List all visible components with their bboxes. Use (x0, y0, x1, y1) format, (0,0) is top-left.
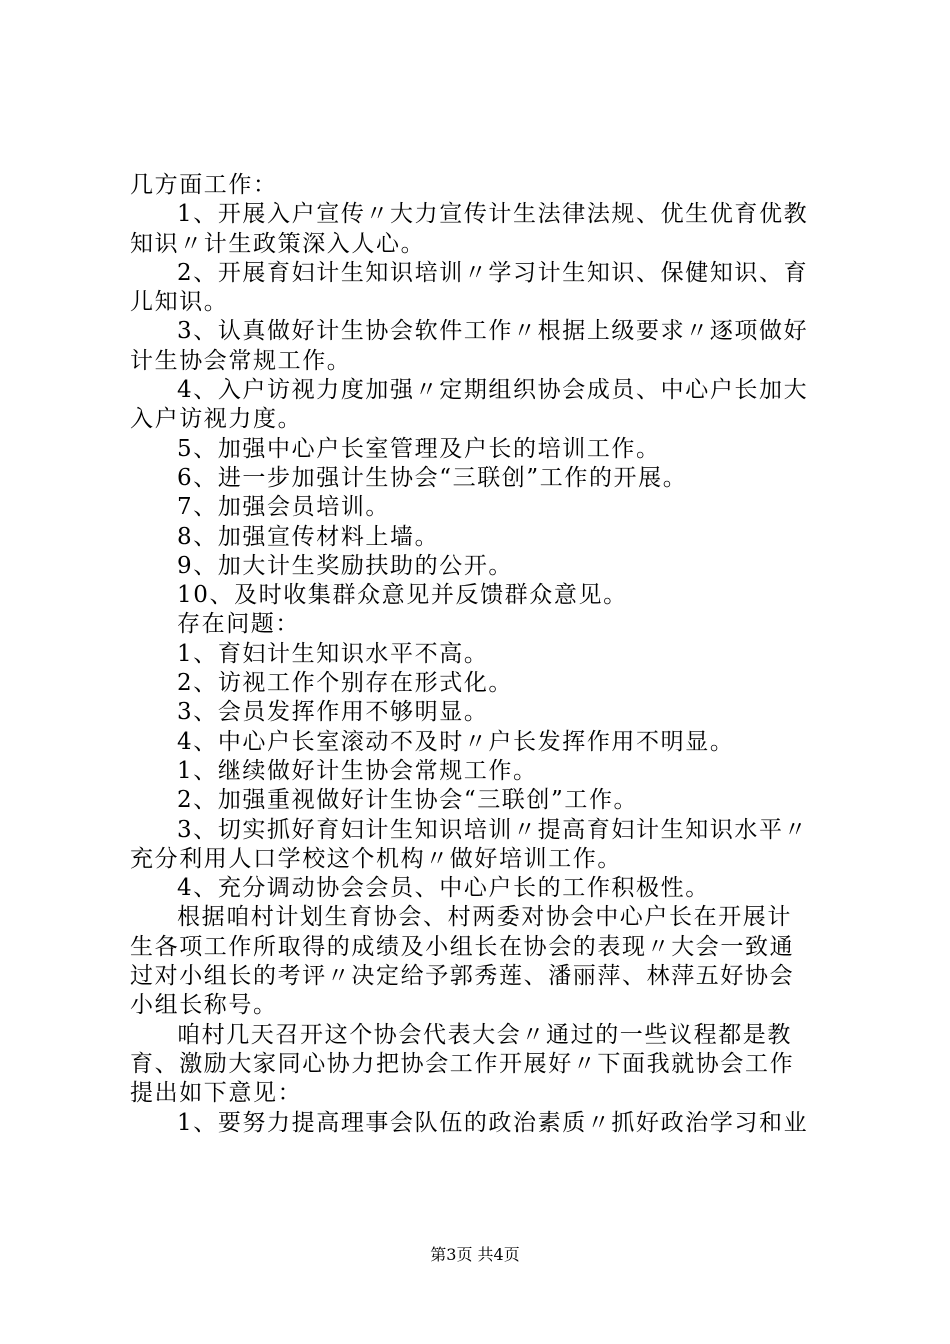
text-line: 2、访视工作个别存在形式化。 (177, 670, 514, 697)
text-line: 根据咱村计划生育协会、村两委对协会中心户长在开展计 (177, 904, 792, 931)
text-line: 知识〃计生政策深入人心。 (130, 230, 426, 257)
text-line: 1、继续做好计生协会常规工作。 (177, 757, 538, 784)
text-line: 1、育妇计生知识水平不高。 (177, 640, 489, 667)
text-line: 3、会员发挥作用不够明显。 (177, 699, 489, 726)
text-line: 6、进一步加强计生协会“三联创”工作的开展。 (177, 464, 688, 491)
text-line: 8、加强宣传材料上墙。 (177, 523, 440, 550)
page-footer: 第3页 共4页 (430, 1245, 520, 1264)
text-line: 入户访视力度。 (130, 406, 303, 433)
text-line: 4、中心户长室滚动不及时〃户长发挥作用不明显。 (177, 728, 735, 755)
text-line: 育、激励大家同心协力把协会工作开展好〃下面我就协会工作 (130, 1050, 795, 1077)
text-line: 咱村几天召开这个协会代表大会〃通过的一些议程都是教 (177, 1021, 792, 1048)
text-line: 4、入户访视力度加强〃定期组织协会成员、中心户长加大 (177, 377, 809, 404)
document-body (130, 171, 835, 1138)
text-line: 2、开展育妇计生知识培训〃学习计生知识、保健知识、育 (177, 259, 809, 286)
text-line: 提出如下意见： (130, 1080, 303, 1107)
text-line: 几方面工作： (130, 172, 278, 198)
text-line: 3、认真做好计生协会软件工作〃根据上级要求〃逐项做好 (177, 318, 809, 345)
text-line: 儿知识。 (130, 289, 229, 316)
text-line: 计生协会常规工作。 (130, 347, 352, 374)
text-line: 1、要努力提高理事会队伍的政治素质〃抓好政治学习和业 (177, 1109, 809, 1136)
text-line: 3、切实抓好育妇计生知识培训〃提高育妇计生知识水平〃 (177, 816, 809, 843)
text-line: 10、及时收集群众意见并反馈群众意见。 (177, 582, 628, 609)
text-line: 存在问题： (177, 611, 300, 638)
text-line: 5、加强中心户长室管理及户长的培训工作。 (177, 435, 661, 462)
text-line: 生各项工作所取得的成绩及小组长在协会的表现〃大会一致通 (130, 933, 795, 960)
text-line: 2、加强重视做好计生协会“三联创”工作。 (177, 787, 639, 814)
text-line: 4、充分调动协会会员、中心户长的工作积极性。 (177, 875, 710, 902)
text-line: 1、开展入户宣传〃大力宣传计生法律法规、优生优育优教 (177, 201, 809, 228)
text-line: 充分利用人口学校这个机构〃做好培训工作。 (130, 845, 622, 872)
text-line: 9、加大计生奖励扶助的公开。 (177, 552, 514, 579)
text-line: 7、加强会员培训。 (177, 494, 391, 521)
text-line: 过对小组长的考评〃决定给予郭秀莲、潘丽萍、林萍五好协会 (130, 963, 795, 990)
text-line: 小组长称号。 (130, 992, 278, 1019)
